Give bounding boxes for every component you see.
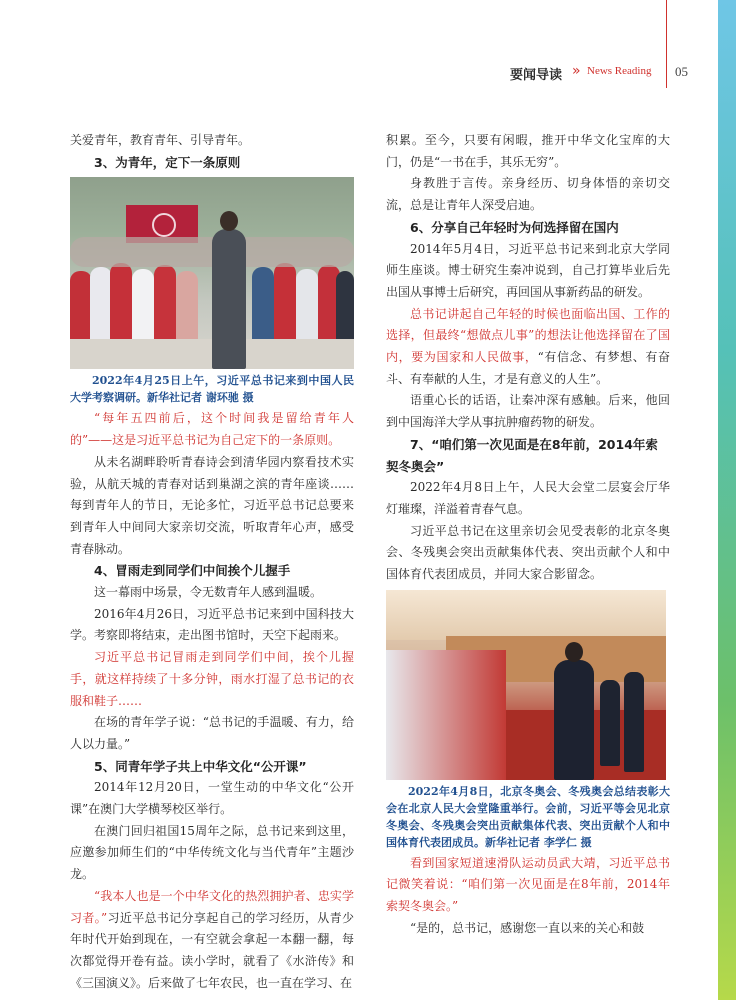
- paragraph-highlight: “每年五四前后，这个时间我是留给青年人的”——这是习近平总书记为自己定下的一条原则。: [70, 411, 354, 448]
- subheading-6: 6、分享自己年轻时为何选择留在国内: [410, 219, 619, 235]
- paragraph: 2022年4月8日上午，人民大会堂二层宴会厅华灯璀璨，洋溢着青春气息。: [386, 480, 670, 516]
- paragraph: 2014年5月4日，习近平总书记来到北京大学同师生座谈。博士研究生秦冲说到，自己打算毕业后先出国从事博士后研究，再回国从事新药品的研发。: [386, 241, 670, 299]
- paragraph: 2014年12月20日，一堂生动的中华文化“公开课”在澳门大学横琴校区举行。: [70, 780, 354, 817]
- paragraph-mixed: [386, 304, 670, 391]
- subheading-3: 3、为青年，定下一条原则: [94, 154, 241, 170]
- subheading-7: 7、“咱们第一次见面是在8年前，2014年索契冬奥会”: [386, 436, 658, 474]
- page-header: [480, 64, 700, 84]
- paragraph: 2016年4月26日，习近平总书记来到中国科技大学。考察即将结束，走出图书馆时，天空下起雨来。: [70, 606, 354, 643]
- paragraph-highlight: 看到国家短道速滑队运动员武大靖，习近平总书记微笑着说：“咱们第一次见面是在8年前，2014年索契冬奥会。”: [386, 855, 670, 914]
- paragraph: “是的，总书记，感谢您一直以来的关心和鼓: [410, 920, 645, 935]
- ceiling: [386, 590, 666, 640]
- section-title-en: News Reading: [587, 65, 652, 77]
- page-edge-color-bar: [718, 0, 736, 1000]
- highlight-text: 总书记讲起自己年轻的时候也面临出国、工作的选择，但最终“想做点儿事”的想法让他选择留在了国内，要为国家和人民做事，: [386, 306, 670, 365]
- paragraph: 身教胜于言传。亲身经历、切身体悟的亲切交流，总是让青年人深受启迪。: [386, 176, 670, 213]
- subheading-5: 5、同青年学子共上中华文化“公开课”: [94, 758, 307, 774]
- paragraph-tail: 习近平总书记分享起自己的学习经历，从青少年时代开始到现在，一有空就会拿起一本翻一翻，每次都觉得开卷有益。读小学时，就看了《水浒传》和《三国演义》。后来做了七年农民，也一直在学习、在: [70, 910, 354, 990]
- section-title-cn: 要闻导读: [510, 68, 563, 83]
- paragraph-highlight: 习近平总书记冒雨走到同学们中间，挨个儿握手，就这样持续了十多分钟，雨水打湿了总书记的衣服和鞋子……: [70, 650, 354, 708]
- paragraph: 关爱青年，教育青年、引导青年。: [70, 133, 251, 147]
- paragraph-mixed: [70, 886, 354, 995]
- paragraph-tail: “有信念、有梦想、有奋斗、有奉献的人生，才是有意义的人生”。: [386, 350, 670, 386]
- paragraph: 在场的青年学子说：“总书记的手温暖、有力，给人以力量。”: [70, 715, 354, 751]
- subheading-4: 4、冒雨走到同学们中间挨个儿握手: [94, 563, 291, 579]
- photo-caption: 2022年4月8日，北京冬奥会、冬残奥会总结表彰大会在北京人民大会堂隆重举行。会前，习近平等会见北京冬奥会、冬残奥会突出贡献集体代表、突出贡献个人和中国体育代表团成员。新华社记者 李学仁 摄: [386, 784, 670, 849]
- double-chevron-icon: »: [572, 63, 581, 79]
- athletes-row: [386, 650, 506, 780]
- photo-renmin-university: [70, 177, 354, 369]
- page-number: 05: [675, 64, 688, 79]
- paragraph: 语重心长的话语，让秦冲深有感触。后来，他回到中国海洋大学从事抗肿瘤药物的研发。: [386, 393, 670, 430]
- central-figure: [554, 660, 594, 780]
- highlight-quote: “我本人也是一个中华文化的热烈拥护者、忠实学习者。”: [70, 888, 354, 925]
- left-column: [70, 130, 354, 994]
- photo-caption: 2022年4月25日上午，习近平总书记来到中国人民大学考察调研。新华社记者 谢环驰 摄: [70, 374, 354, 405]
- attendee: [600, 680, 620, 766]
- paragraph: 从未名湖畔聆听青春诗会到清华园内察看技术实验，从航天城的青春对话到巢湖之滨的青年座谈……每到青年人的节日，无论多忙，习近平总书记总要来到青年人中间同大家亲切交流，听取青年心声，感受青春脉动。: [70, 454, 354, 556]
- paragraph: 习近平总书记在这里亲切会见受表彰的北京冬奥会、冬残奥会突出贡献集体代表、突出贡献个人和中国体育代表团成员，并同大家合影留念。: [386, 523, 670, 582]
- paragraph: 在澳门回归祖国15周年之际，总书记来到这里，应邀参加师生们的“中华传统文化与当代青年”主题沙龙。: [70, 823, 354, 882]
- photo-great-hall-meeting: [386, 590, 666, 780]
- central-figure: [212, 229, 246, 369]
- paragraph: 这一幕雨中场景，令无数青年人感到温暖。: [94, 585, 323, 600]
- right-column: [386, 130, 670, 940]
- attendee: [624, 672, 644, 772]
- paragraph: 积累。至今，只要有闲暇，推开中华文化宝库的大门，仍是“一书在手，其乐无穷”。: [386, 133, 670, 169]
